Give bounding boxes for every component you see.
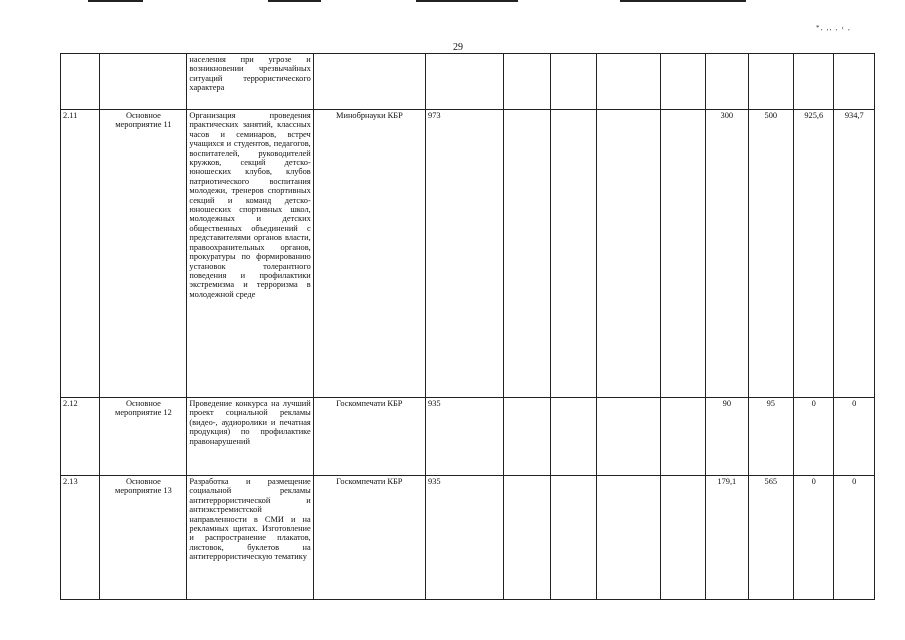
top-rule-2	[268, 0, 321, 2]
value-cell: 179,1	[706, 476, 748, 600]
value-cell: 0	[794, 398, 834, 476]
value-cell	[503, 54, 551, 110]
executor: Госкомпечати КБР	[313, 476, 425, 600]
value-cell: 95	[748, 398, 794, 476]
activity-description: Разработка и размещение социальной рекламы антитеррористической и антиэкстремистской направленности в СМИ и на рекламных щитах. Изготовление и распространение плакатов, листовок, буклетов на антитеррористическую тематику	[187, 476, 313, 600]
value-cell: 0	[794, 476, 834, 600]
table-row	[61, 110, 875, 398]
value-cell	[503, 398, 551, 476]
activity-name: Основное мероприятие 13	[100, 476, 187, 600]
value-cell	[660, 54, 706, 110]
value-cell: 0	[834, 398, 875, 476]
value-cell: 300	[706, 110, 748, 398]
value-cell: 934,7	[834, 110, 875, 398]
budget-code: 973	[426, 110, 504, 398]
value-cell	[748, 54, 794, 110]
value-cell	[706, 54, 748, 110]
activity-name: Основное мероприятие 12	[100, 398, 187, 476]
table-row	[61, 54, 875, 110]
activity-description: Организация проведения практических занятий, классных часов и семинаров, встреч учащихся и студентов, педагогов, воспитателей, руководителей кружков, секций детско-юношеских клубов, клубов патриотического воспитания молодежи, тренеров спортивных секций и команд детско-юношеских спортивных школ, молодежных и детских общественных объединений с представителями органов власти, правоохранительных органов, прокуратуры по формированию установок толерантного поведения и профилактики экстремизма и терроризма в молодежной среде	[187, 110, 313, 398]
value-cell	[794, 54, 834, 110]
top-rule-4	[620, 0, 746, 2]
value-cell	[596, 54, 660, 110]
value-cell	[834, 54, 875, 110]
row-number: 2.13	[61, 476, 100, 600]
value-cell: 925,6	[794, 110, 834, 398]
top-rule-1	[88, 0, 143, 2]
value-cell: 90	[706, 398, 748, 476]
value-cell	[503, 476, 551, 600]
value-cell	[551, 110, 597, 398]
activity-name: Основное мероприятие 11	[100, 110, 187, 398]
value-cell: 0	[834, 476, 875, 600]
program-table	[60, 53, 875, 600]
budget-code: 935	[426, 476, 504, 600]
table-row	[61, 398, 875, 476]
activity-description: Проведение конкурса на лучший проект социальной рекламы (видео-, аудиоролики и печатная продукция) по профилактике правонарушений	[187, 398, 313, 476]
top-rule-3	[416, 0, 518, 2]
budget-code	[426, 54, 504, 110]
executor	[313, 54, 425, 110]
activity-description: населения при угрозе и возникновении чрезвычайных ситуаций террористического характера	[187, 54, 313, 110]
value-cell	[596, 476, 660, 600]
executor: Минобрнауки КБР	[313, 110, 425, 398]
value-cell	[596, 110, 660, 398]
budget-code: 935	[426, 398, 504, 476]
value-cell	[660, 398, 706, 476]
value-cell	[596, 398, 660, 476]
value-cell	[551, 476, 597, 600]
registration-stamp: *‚ ,‚ ‚ ‹ ‚	[816, 24, 851, 32]
row-number: 2.11	[61, 110, 100, 398]
value-cell: 565	[748, 476, 794, 600]
activity-name	[100, 54, 187, 110]
executor: Госкомпечати КБР	[313, 398, 425, 476]
row-number	[61, 54, 100, 110]
page-number: 29	[453, 42, 463, 53]
value-cell	[551, 54, 597, 110]
value-cell	[660, 110, 706, 398]
value-cell: 500	[748, 110, 794, 398]
table-row	[61, 476, 875, 600]
value-cell	[551, 398, 597, 476]
row-number: 2.12	[61, 398, 100, 476]
value-cell	[660, 476, 706, 600]
value-cell	[503, 110, 551, 398]
